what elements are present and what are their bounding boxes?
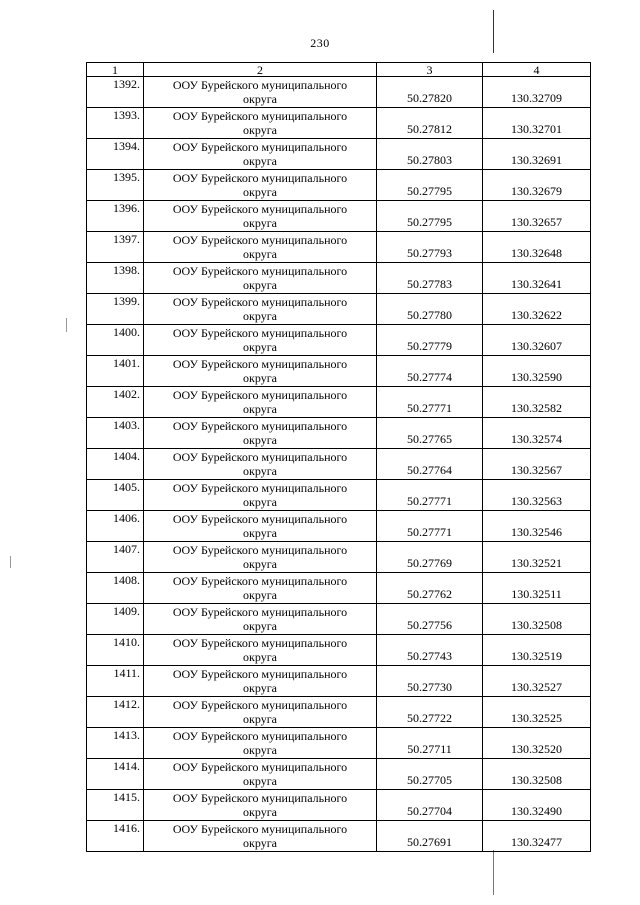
point-number-cell: 1392. bbox=[87, 77, 144, 108]
object-name-line1: ООУ Бурейского муниципального bbox=[172, 109, 348, 123]
longitude-cell: 130.32691 bbox=[483, 139, 591, 170]
column-header-1: 1 bbox=[87, 63, 144, 77]
longitude-cell: 130.32508 bbox=[483, 604, 591, 635]
longitude-cell: 130.32546 bbox=[483, 511, 591, 542]
latitude-cell: 50.27771 bbox=[377, 387, 483, 418]
object-name-cell bbox=[144, 139, 377, 170]
object-name-cell bbox=[144, 666, 377, 697]
point-number-cell: 1408. bbox=[87, 573, 144, 604]
object-name-line2: округа bbox=[243, 495, 277, 509]
object-name-line2: округа bbox=[243, 216, 277, 230]
latitude-cell: 50.27691 bbox=[377, 821, 483, 852]
point-number-cell: 1407. bbox=[87, 542, 144, 573]
table-row bbox=[87, 728, 591, 759]
point-number-cell: 1403. bbox=[87, 418, 144, 449]
object-name-line2: округа bbox=[243, 588, 277, 602]
object-name-cell bbox=[144, 790, 377, 821]
object-name-line1: ООУ Бурейского муниципального bbox=[172, 357, 348, 371]
column-header-3: 3 bbox=[377, 63, 483, 77]
scan-artifact-mark bbox=[10, 556, 11, 568]
longitude-cell: 130.32521 bbox=[483, 542, 591, 573]
scan-artifact-mark bbox=[66, 318, 67, 332]
page-number: 230 bbox=[310, 36, 330, 50]
table-row bbox=[87, 77, 591, 108]
object-name-cell bbox=[144, 511, 377, 542]
point-number-cell: 1405. bbox=[87, 480, 144, 511]
point-number-cell: 1395. bbox=[87, 170, 144, 201]
point-number-cell: 1411. bbox=[87, 666, 144, 697]
object-name-line1: ООУ Бурейского муниципального bbox=[172, 264, 348, 278]
longitude-cell: 130.32525 bbox=[483, 697, 591, 728]
object-name-cell bbox=[144, 728, 377, 759]
object-name-line2: округа bbox=[243, 92, 277, 106]
longitude-cell: 130.32657 bbox=[483, 201, 591, 232]
object-name-line1: ООУ Бурейского муниципального bbox=[172, 791, 348, 805]
object-name-line2: округа bbox=[243, 650, 277, 664]
object-name-cell bbox=[144, 325, 377, 356]
latitude-cell: 50.27769 bbox=[377, 542, 483, 573]
object-name-line2: округа bbox=[243, 774, 277, 788]
object-name-line2: округа bbox=[243, 123, 277, 137]
longitude-cell: 130.32582 bbox=[483, 387, 591, 418]
point-number-cell: 1393. bbox=[87, 108, 144, 139]
latitude-cell: 50.27771 bbox=[377, 511, 483, 542]
longitude-cell: 130.32622 bbox=[483, 294, 591, 325]
object-name-line2: округа bbox=[243, 247, 277, 261]
latitude-cell: 50.27793 bbox=[377, 232, 483, 263]
object-name-line2: округа bbox=[243, 278, 277, 292]
object-name-cell bbox=[144, 232, 377, 263]
table-row bbox=[87, 263, 591, 294]
object-name-line2: округа bbox=[243, 433, 277, 447]
object-name-cell bbox=[144, 759, 377, 790]
object-name-line1: ООУ Бурейского муниципального bbox=[172, 388, 348, 402]
object-name-line1: ООУ Бурейского муниципального bbox=[172, 574, 348, 588]
object-name-line2: округа bbox=[243, 402, 277, 416]
longitude-cell: 130.32490 bbox=[483, 790, 591, 821]
point-number-cell: 1406. bbox=[87, 511, 144, 542]
object-name-line1: ООУ Бурейского муниципального bbox=[172, 78, 348, 92]
point-number-cell: 1415. bbox=[87, 790, 144, 821]
object-name-line2: округа bbox=[243, 743, 277, 757]
table-row bbox=[87, 790, 591, 821]
object-name-cell bbox=[144, 418, 377, 449]
point-number-cell: 1413. bbox=[87, 728, 144, 759]
object-name-line1: ООУ Бурейского муниципального bbox=[172, 419, 348, 433]
point-number-cell: 1400. bbox=[87, 325, 144, 356]
object-name-line1: ООУ Бурейского муниципального bbox=[172, 326, 348, 340]
latitude-cell: 50.27765 bbox=[377, 418, 483, 449]
object-name-cell bbox=[144, 635, 377, 666]
object-name-cell bbox=[144, 449, 377, 480]
longitude-cell: 130.32641 bbox=[483, 263, 591, 294]
point-number-cell: 1397. bbox=[87, 232, 144, 263]
object-name-line1: ООУ Бурейского муниципального bbox=[172, 295, 348, 309]
latitude-cell: 50.27764 bbox=[377, 449, 483, 480]
object-name-cell bbox=[144, 170, 377, 201]
object-name-cell bbox=[144, 697, 377, 728]
table-row bbox=[87, 387, 591, 418]
latitude-cell: 50.27711 bbox=[377, 728, 483, 759]
coordinates-table bbox=[86, 62, 591, 852]
longitude-cell: 130.32527 bbox=[483, 666, 591, 697]
object-name-cell bbox=[144, 263, 377, 294]
table-row bbox=[87, 356, 591, 387]
latitude-cell: 50.27803 bbox=[377, 139, 483, 170]
object-name-line1: ООУ Бурейского муниципального bbox=[172, 667, 348, 681]
object-name-line2: округа bbox=[243, 309, 277, 323]
latitude-cell: 50.27743 bbox=[377, 635, 483, 666]
latitude-cell: 50.27756 bbox=[377, 604, 483, 635]
table-row bbox=[87, 139, 591, 170]
latitude-cell: 50.27812 bbox=[377, 108, 483, 139]
longitude-cell: 130.32607 bbox=[483, 325, 591, 356]
table-row bbox=[87, 170, 591, 201]
object-name-line1: ООУ Бурейского муниципального bbox=[172, 233, 348, 247]
object-name-line1: ООУ Бурейского муниципального bbox=[172, 698, 348, 712]
point-number-cell: 1402. bbox=[87, 387, 144, 418]
table-row bbox=[87, 635, 591, 666]
longitude-cell: 130.32574 bbox=[483, 418, 591, 449]
table-row bbox=[87, 573, 591, 604]
latitude-cell: 50.27705 bbox=[377, 759, 483, 790]
point-number-cell: 1404. bbox=[87, 449, 144, 480]
object-name-line1: ООУ Бурейского муниципального bbox=[172, 822, 348, 836]
longitude-cell: 130.32590 bbox=[483, 356, 591, 387]
latitude-cell: 50.27795 bbox=[377, 201, 483, 232]
latitude-cell: 50.27779 bbox=[377, 325, 483, 356]
object-name-line2: округа bbox=[243, 619, 277, 633]
object-name-line2: округа bbox=[243, 805, 277, 819]
object-name-line1: ООУ Бурейского муниципального bbox=[172, 202, 348, 216]
point-number-cell: 1410. bbox=[87, 635, 144, 666]
table-row bbox=[87, 108, 591, 139]
longitude-cell: 130.32648 bbox=[483, 232, 591, 263]
longitude-cell: 130.32519 bbox=[483, 635, 591, 666]
longitude-cell: 130.32477 bbox=[483, 821, 591, 852]
table-row bbox=[87, 201, 591, 232]
table-row bbox=[87, 666, 591, 697]
table-row bbox=[87, 449, 591, 480]
table-row bbox=[87, 821, 591, 852]
longitude-cell: 130.32563 bbox=[483, 480, 591, 511]
latitude-cell: 50.27762 bbox=[377, 573, 483, 604]
longitude-cell: 130.32701 bbox=[483, 108, 591, 139]
object-name-cell bbox=[144, 356, 377, 387]
latitude-cell: 50.27771 bbox=[377, 480, 483, 511]
object-name-line1: ООУ Бурейского муниципального bbox=[172, 729, 348, 743]
object-name-line1: ООУ Бурейского муниципального bbox=[172, 760, 348, 774]
table-header-row bbox=[87, 63, 591, 77]
object-name-line1: ООУ Бурейского муниципального bbox=[172, 171, 348, 185]
object-name-cell bbox=[144, 77, 377, 108]
point-number-cell: 1396. bbox=[87, 201, 144, 232]
point-number-cell: 1398. bbox=[87, 263, 144, 294]
object-name-line2: округа bbox=[243, 557, 277, 571]
object-name-line2: округа bbox=[243, 836, 277, 850]
point-number-cell: 1409. bbox=[87, 604, 144, 635]
object-name-line1: ООУ Бурейского муниципального bbox=[172, 512, 348, 526]
longitude-cell: 130.32679 bbox=[483, 170, 591, 201]
latitude-cell: 50.27774 bbox=[377, 356, 483, 387]
object-name-cell bbox=[144, 604, 377, 635]
latitude-cell: 50.27783 bbox=[377, 263, 483, 294]
longitude-cell: 130.32520 bbox=[483, 728, 591, 759]
latitude-cell: 50.27730 bbox=[377, 666, 483, 697]
longitude-cell: 130.32709 bbox=[483, 77, 591, 108]
object-name-cell bbox=[144, 387, 377, 418]
object-name-line1: ООУ Бурейского муниципального bbox=[172, 636, 348, 650]
column-header-4: 4 bbox=[483, 63, 591, 77]
point-number-cell: 1394. bbox=[87, 139, 144, 170]
object-name-line1: ООУ Бурейского муниципального bbox=[172, 543, 348, 557]
longitude-cell: 130.32567 bbox=[483, 449, 591, 480]
longitude-cell: 130.32511 bbox=[483, 573, 591, 604]
object-name-cell bbox=[144, 542, 377, 573]
table-row bbox=[87, 604, 591, 635]
object-name-cell bbox=[144, 480, 377, 511]
object-name-line2: округа bbox=[243, 371, 277, 385]
table-row bbox=[87, 325, 591, 356]
object-name-cell bbox=[144, 108, 377, 139]
table-row bbox=[87, 759, 591, 790]
latitude-cell: 50.27820 bbox=[377, 77, 483, 108]
table-row bbox=[87, 480, 591, 511]
point-number-cell: 1401. bbox=[87, 356, 144, 387]
latitude-cell: 50.27795 bbox=[377, 170, 483, 201]
object-name-line2: округа bbox=[243, 712, 277, 726]
object-name-cell bbox=[144, 201, 377, 232]
object-name-cell bbox=[144, 294, 377, 325]
object-name-cell bbox=[144, 821, 377, 852]
table-row bbox=[87, 697, 591, 728]
object-name-cell bbox=[144, 573, 377, 604]
table-row bbox=[87, 232, 591, 263]
point-number-cell: 1416. bbox=[87, 821, 144, 852]
object-name-line2: округа bbox=[243, 681, 277, 695]
latitude-cell: 50.27722 bbox=[377, 697, 483, 728]
object-name-line1: ООУ Бурейского муниципального bbox=[172, 450, 348, 464]
object-name-line2: округа bbox=[243, 154, 277, 168]
point-number-cell: 1399. bbox=[87, 294, 144, 325]
object-name-line1: ООУ Бурейского муниципального bbox=[172, 481, 348, 495]
longitude-cell: 130.32508 bbox=[483, 759, 591, 790]
object-name-line2: округа bbox=[243, 340, 277, 354]
scan-artifact-line-bottom bbox=[493, 850, 494, 895]
scan-artifact-line-top bbox=[493, 10, 494, 53]
point-number-cell: 1412. bbox=[87, 697, 144, 728]
object-name-line2: округа bbox=[243, 526, 277, 540]
object-name-line2: округа bbox=[243, 185, 277, 199]
column-header-2: 2 bbox=[144, 63, 377, 77]
object-name-line2: округа bbox=[243, 464, 277, 478]
table-row bbox=[87, 418, 591, 449]
table-row bbox=[87, 511, 591, 542]
latitude-cell: 50.27780 bbox=[377, 294, 483, 325]
point-number-cell: 1414. bbox=[87, 759, 144, 790]
table-row bbox=[87, 542, 591, 573]
object-name-line1: ООУ Бурейского муниципального bbox=[172, 605, 348, 619]
latitude-cell: 50.27704 bbox=[377, 790, 483, 821]
object-name-line1: ООУ Бурейского муниципального bbox=[172, 140, 348, 154]
table-row bbox=[87, 294, 591, 325]
